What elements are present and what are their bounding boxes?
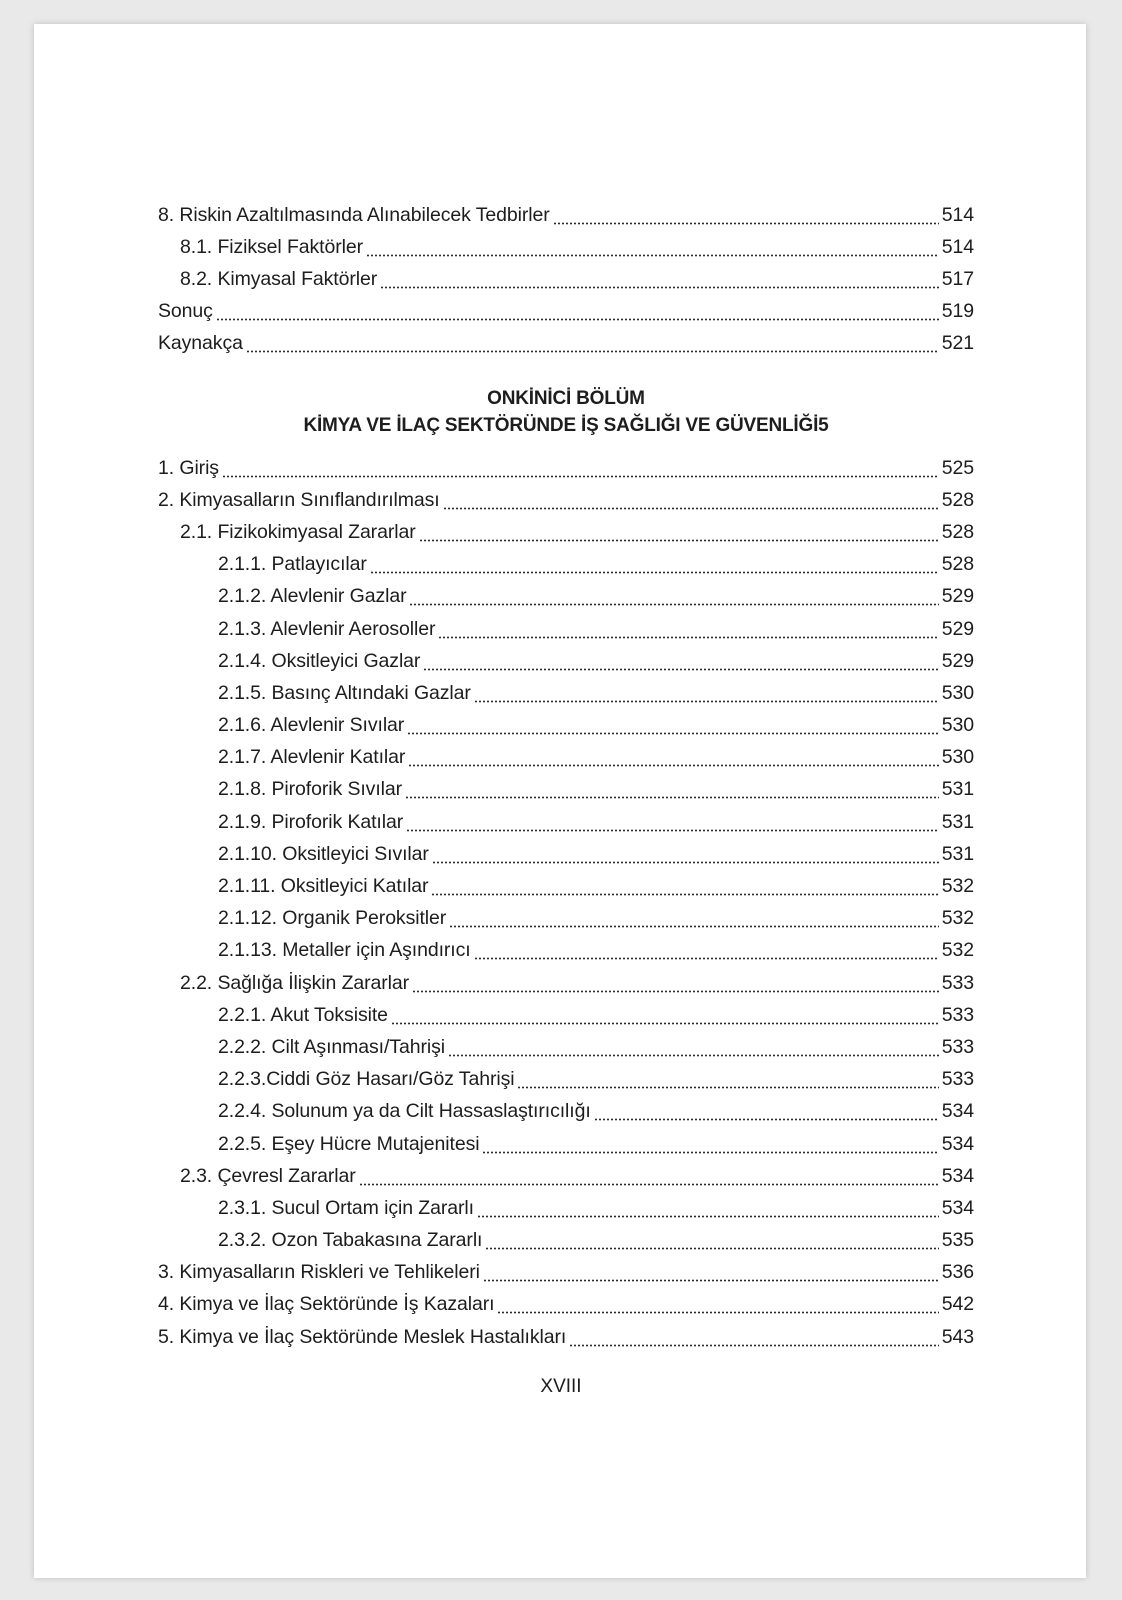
toc-entry[interactable] bbox=[158, 774, 974, 806]
dot-leader bbox=[222, 459, 939, 478]
toc-entry[interactable] bbox=[158, 1031, 974, 1063]
toc-entry-page: 534 bbox=[941, 1196, 974, 1219]
toc-entry[interactable] bbox=[158, 999, 974, 1031]
toc-entry-title: 2.2.5. Eşey Hücre Mutajenitesi bbox=[218, 1132, 480, 1155]
toc-entry[interactable] bbox=[158, 1289, 974, 1321]
toc-entry-page: 535 bbox=[941, 1229, 974, 1252]
toc-entry[interactable] bbox=[158, 199, 974, 231]
toc-entry-page: 531 bbox=[941, 778, 974, 801]
dot-leader bbox=[497, 1295, 938, 1314]
toc-entry-page: 528 bbox=[941, 520, 974, 543]
toc-entry[interactable] bbox=[158, 613, 974, 645]
dot-leader bbox=[406, 813, 939, 832]
toc-section-chapter-ten bbox=[158, 452, 974, 1353]
toc-entry-title: 2.1.10. Oksitleyici Sıvılar bbox=[218, 842, 429, 865]
dot-leader bbox=[438, 620, 938, 639]
toc-entry-title: 2.1.13. Metaller için Aşındırıcı bbox=[218, 939, 471, 962]
dot-leader bbox=[443, 491, 939, 510]
dot-leader bbox=[432, 845, 939, 864]
toc-entry[interactable] bbox=[158, 1160, 974, 1192]
toc-entry-page: 530 bbox=[941, 714, 974, 737]
toc-entry-page: 530 bbox=[941, 681, 974, 704]
toc-entry[interactable] bbox=[158, 1225, 974, 1257]
dot-leader bbox=[553, 206, 939, 225]
dot-leader bbox=[370, 555, 939, 574]
dot-leader bbox=[431, 877, 938, 896]
dot-leader bbox=[482, 1135, 938, 1154]
toc-entry-title: Sonuç bbox=[158, 300, 213, 323]
toc-entry-title: 2.1.12. Organik Peroksitler bbox=[218, 907, 447, 930]
toc-entry-page: 532 bbox=[941, 907, 974, 930]
dot-leader bbox=[449, 909, 939, 928]
toc-entry-page: 529 bbox=[941, 585, 974, 608]
toc-entry[interactable] bbox=[158, 1096, 974, 1128]
toc-entry-title: 2.1.9. Piroforik Katılar bbox=[218, 810, 404, 833]
toc-entry-title: 2.1.11. Oksitleyici Katılar bbox=[218, 875, 429, 898]
toc-entry-title: 1. Giriş bbox=[158, 456, 219, 479]
toc-entry-page: 533 bbox=[941, 971, 974, 994]
toc-entry-page: 534 bbox=[941, 1132, 974, 1155]
toc-entry[interactable] bbox=[158, 296, 974, 328]
dot-leader bbox=[485, 1231, 938, 1250]
toc-entry-page: 543 bbox=[941, 1325, 974, 1348]
toc-entry-title: 2.2.4. Solunum ya da Cilt Hassaslaştırıcılığı bbox=[218, 1100, 591, 1123]
toc-entry-page: 525 bbox=[941, 456, 974, 479]
toc-entry-page: 521 bbox=[941, 332, 974, 355]
toc-entry-page: 533 bbox=[941, 1068, 974, 1091]
toc-entry[interactable] bbox=[158, 484, 974, 516]
dot-leader bbox=[477, 1199, 939, 1218]
toc-entry-page: 514 bbox=[941, 235, 974, 258]
page-number: XVIII bbox=[540, 1376, 582, 1397]
dot-leader bbox=[412, 974, 939, 993]
dot-leader bbox=[448, 1038, 939, 1057]
toc-entry-title: 2.1.3. Alevlenir Aerosoller bbox=[218, 617, 436, 640]
toc-entry-page: 542 bbox=[941, 1293, 974, 1316]
toc-entry[interactable] bbox=[158, 231, 974, 263]
dot-leader bbox=[483, 1263, 939, 1282]
toc-entry-page: 532 bbox=[941, 875, 974, 898]
toc-entry-page: 517 bbox=[941, 267, 974, 290]
toc-entry[interactable] bbox=[158, 1128, 974, 1160]
chapter-heading-line2: KİMYA VE İLAÇ SEKTÖRÜNDE İŞ SAĞLIĞI VE GÜVENLİĞİ5 bbox=[303, 415, 829, 436]
toc-entry[interactable] bbox=[158, 1321, 974, 1353]
toc-entry-page: 534 bbox=[941, 1164, 974, 1187]
toc-entry-page: 519 bbox=[941, 300, 974, 323]
toc-entry-page: 529 bbox=[941, 649, 974, 672]
toc-entry-page: 529 bbox=[941, 617, 974, 640]
dot-leader bbox=[407, 716, 939, 735]
toc-entry-page: 528 bbox=[941, 553, 974, 576]
toc-entry-title: 2.1.4. Oksitleyici Gazlar bbox=[218, 649, 421, 672]
toc-entry-title: 3. Kimyasalların Riskleri ve Tehlikeleri bbox=[158, 1261, 480, 1284]
dot-leader bbox=[517, 1070, 938, 1089]
toc-entry-title: 2.2.2. Cilt Aşınması/Tahrişi bbox=[218, 1035, 445, 1058]
toc-entry-title: 2.2.1. Akut Toksisite bbox=[218, 1003, 388, 1026]
toc-entry-title: 2. Kimyasalların Sınıflandırılması bbox=[158, 488, 440, 511]
toc-entry-title: 8.2. Kimyasal Faktörler bbox=[180, 267, 378, 290]
dot-leader bbox=[419, 523, 939, 542]
dot-leader bbox=[380, 270, 939, 289]
toc-entry-title: 4. Kimya ve İlaç Sektöründe İş Kazaları bbox=[158, 1293, 495, 1316]
dot-leader bbox=[366, 238, 939, 257]
toc-entry[interactable] bbox=[158, 1192, 974, 1224]
toc-entry-title: 2.1. Fizikokimyasal Zararlar bbox=[180, 520, 416, 543]
toc-entry-title: 2.1.5. Basınç Altındaki Gazlar bbox=[218, 681, 471, 704]
toc-entry[interactable] bbox=[158, 806, 974, 838]
toc-entry-title: 5. Kimya ve İlaç Sektöründe Meslek Hastalıkları bbox=[158, 1325, 567, 1348]
toc-entry[interactable] bbox=[158, 935, 974, 967]
dot-leader bbox=[474, 941, 939, 960]
toc-entry[interactable] bbox=[158, 516, 974, 548]
toc-entry[interactable] bbox=[158, 328, 974, 360]
toc-entry[interactable] bbox=[158, 903, 974, 935]
dot-leader bbox=[391, 1006, 939, 1025]
toc-entry-title: 2.3. Çevresl Zararlar bbox=[180, 1164, 356, 1187]
toc-entry-title: 2.1.6. Alevlenir Sıvılar bbox=[218, 714, 405, 737]
dot-leader bbox=[409, 587, 938, 606]
toc-entry-title: 2.2. Sağlığa İlişkin Zararlar bbox=[180, 971, 410, 994]
toc-entry-title: 2.1.7. Alevlenir Katılar bbox=[218, 746, 406, 769]
dot-leader bbox=[405, 780, 939, 799]
toc-entry-page: 514 bbox=[941, 203, 974, 226]
toc-entry[interactable] bbox=[158, 1064, 974, 1096]
toc-entry-title: 8.1. Fiziksel Faktörler bbox=[180, 235, 363, 258]
dot-leader bbox=[423, 652, 938, 671]
toc-entry-title: 2.1.1. Patlayıcılar bbox=[218, 553, 367, 576]
toc-entry[interactable] bbox=[158, 645, 974, 677]
toc-entry[interactable] bbox=[158, 710, 974, 742]
toc-entry[interactable] bbox=[158, 838, 974, 870]
toc-entry[interactable] bbox=[158, 263, 974, 295]
toc-entry-title: 2.1.2. Alevlenir Gazlar bbox=[218, 585, 407, 608]
toc-entry-title: 2.3.1. Sucul Ortam için Zararlı bbox=[218, 1196, 474, 1219]
toc-entry-page: 531 bbox=[941, 810, 974, 833]
toc-entry-page: 530 bbox=[941, 746, 974, 769]
toc-entry-page: 528 bbox=[941, 488, 974, 511]
toc-entry-title: 2.3.2. Ozon Tabakasına Zararlı bbox=[218, 1229, 483, 1252]
dot-leader bbox=[246, 334, 939, 353]
toc-entry-page: 533 bbox=[941, 1035, 974, 1058]
toc-entry-title: 2.1.8. Piroforik Sıvılar bbox=[218, 778, 403, 801]
toc-entry[interactable] bbox=[158, 967, 974, 999]
chapter-heading bbox=[158, 385, 974, 439]
toc-entry[interactable] bbox=[158, 452, 974, 484]
toc-entry-title: Kaynakça bbox=[158, 332, 243, 355]
dot-leader bbox=[408, 748, 938, 767]
dot-leader bbox=[216, 302, 939, 321]
toc-entry-page: 533 bbox=[941, 1003, 974, 1026]
toc-entry-page: 531 bbox=[941, 842, 974, 865]
toc-entry[interactable] bbox=[158, 742, 974, 774]
toc-entry[interactable] bbox=[158, 549, 974, 581]
toc-entry[interactable] bbox=[158, 581, 974, 613]
toc-section-before-chapter bbox=[158, 199, 974, 360]
toc-entry-title: 2.2.3.Ciddi Göz Hasarı/Göz Tahrişi bbox=[218, 1068, 515, 1091]
toc-entry-page: 532 bbox=[941, 939, 974, 962]
toc-entry-page: 534 bbox=[941, 1100, 974, 1123]
chapter-heading-line1: ONKİNİCİ BÖLÜM bbox=[487, 388, 645, 409]
dot-leader bbox=[569, 1328, 939, 1347]
toc-entry[interactable] bbox=[158, 677, 974, 709]
toc-entry[interactable] bbox=[158, 870, 974, 902]
dot-leader bbox=[594, 1102, 939, 1121]
toc-entry[interactable] bbox=[158, 1257, 974, 1289]
dot-leader bbox=[474, 684, 939, 703]
toc-entry-title: 8. Riskin Azaltılmasında Alınabilecek Tedbirler bbox=[158, 203, 550, 226]
dot-leader bbox=[359, 1167, 939, 1186]
toc-entry-page: 536 bbox=[941, 1261, 974, 1284]
